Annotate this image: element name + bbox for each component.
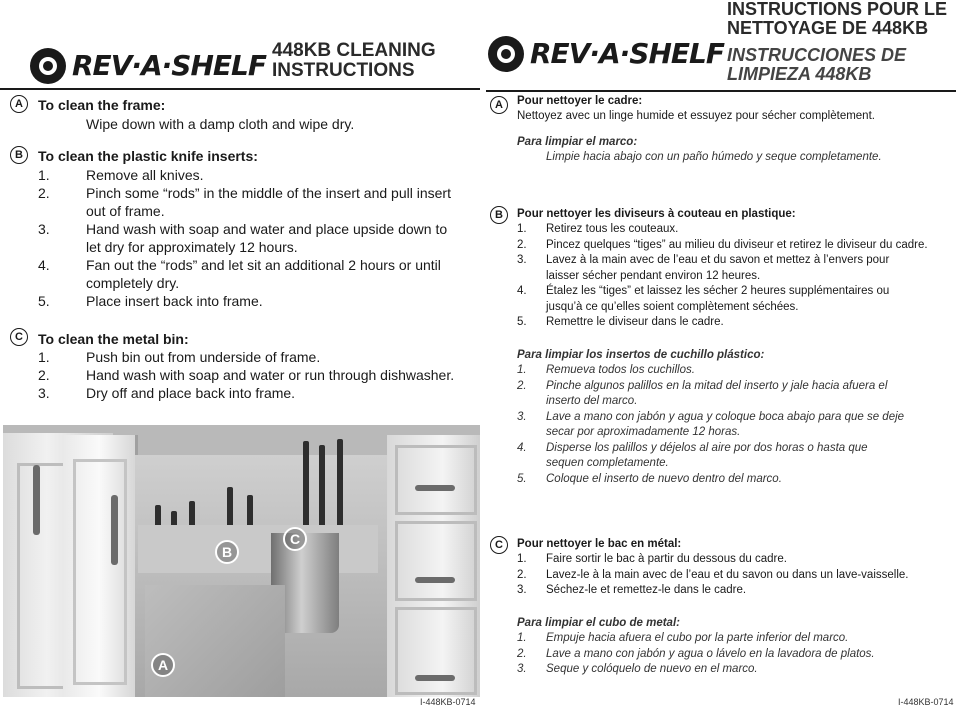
steps-list-c-fr [517,552,957,599]
footer-code-left: I-448KB-0714 [420,697,476,707]
title-line: LIMPIEZA 448KB [727,64,872,84]
step-text: completely dry. [86,275,180,291]
photo-drawer [395,521,477,601]
cabinet-handle-icon [33,465,40,535]
step-number: 3. [38,221,50,237]
section-badge-b: B [490,206,508,224]
step-text: jusqu’à ce qu’elles soient complètement séchées. [546,300,799,313]
drawer-pull-icon [415,485,455,491]
step-text: Empuje hacia afuera el cubo por la parte inferior del marco. [546,632,849,644]
logo-mark-icon [488,36,524,72]
steps-list-b [38,166,478,310]
step-number: 4. [517,285,527,297]
step-text: Étalez les “tiges” et laissez les sécher 2 heures supplémentaires ou [546,285,890,297]
knife-icon [319,445,325,535]
step-text: Hand wash with soap and water and place upside down to [86,221,448,237]
step-number: 1. [38,349,50,365]
section-badge-b: B [10,146,28,164]
step-number: 3. [517,254,527,266]
step-text: inserto del marco. [546,395,638,407]
section-heading-fr: Pour nettoyer le cadre: [517,95,643,107]
step-number: 5. [517,316,527,328]
list-item [517,379,957,410]
door-handle-icon [111,495,118,565]
section-badge-c: C [10,328,28,346]
photo-label-b: B [215,540,239,564]
product-photo [3,425,480,697]
steps-list-c-es [517,631,957,678]
section-badge-a: A [10,95,28,113]
brand-name: REV·A·SHELF [72,49,266,82]
step-number: 3. [38,385,50,401]
title-line: INSTRUCCIONES DE [727,45,907,65]
photo-label-a: A [151,653,175,677]
title-line: INSTRUCTIONS POUR LE [727,0,948,19]
list-item [38,220,478,256]
step-text: Séchez-le et remettez-le dans le cadre. [546,584,747,596]
step-text: Lave a mano con jabón y agua y coloque boca abajo para que se deje [546,410,905,423]
list-item [517,238,957,254]
step-number: 2. [38,185,50,201]
list-item [517,441,957,472]
step-number: 1. [517,632,527,644]
step-number: 2. [517,568,527,581]
brand-name: REV·A·SHELF [530,37,724,70]
step-text: Pinche algunos palillos en la mitad del inserto y jale hacia afuera el [546,379,888,392]
page-title-en [272,41,436,81]
step-number: 4. [38,257,50,273]
list-item [517,662,957,678]
photo-label-c: C [283,527,307,551]
step-text: Dry off and place back into frame. [86,385,296,401]
photo-insert-shelf [138,525,378,573]
step-text: Fan out the “rods” and let sit an additional 2 hours or until [86,257,441,273]
list-item [38,256,478,292]
list-item [38,292,478,310]
photo-drawer [395,607,477,695]
step-text: Pinch some “rods” in the middle of the insert and pull insert [86,185,451,201]
step-number: 4. [517,441,527,454]
step-text: Remettre le diviseur dans le cadre. [546,316,724,328]
steps-list-c [38,348,478,402]
section-heading-es: Para limpiar los insertos de cuchillo plástico: [517,349,765,361]
step-number: 1. [38,167,50,183]
knife-icon [337,439,343,535]
steps-list-b-es [517,363,957,487]
step-number: 3. [517,584,527,596]
title-line: INSTRUCTIONS [272,60,415,81]
photo-cabinet-door [63,435,138,697]
step-text: Hand wash with soap and water or run through dishwasher. [86,367,455,383]
section-heading-es: Para limpiar el cubo de metal: [517,617,680,629]
title-line: NETTOYAGE DE 448KB [727,18,929,38]
logo-mark-icon [30,48,66,84]
photo-frame-board [145,585,285,697]
drawer-pull-icon [415,577,455,583]
step-text: Lave a mano con jabón y agua o lávelo en la lavadora de platos. [546,647,875,660]
list-item [517,363,957,379]
step-number: 1. [517,553,527,565]
list-item [38,166,478,184]
list-item [517,472,957,488]
list-item [38,366,478,384]
step-number: 2. [517,238,527,251]
section-text: Wipe down with a damp cloth and wipe dry. [86,116,355,132]
steps-list-b-fr [517,222,957,331]
footer-code-right: I-448KB-0714 [898,697,954,707]
list-item [38,348,478,366]
step-number: 3. [517,410,527,423]
step-text: Place insert back into frame. [86,293,263,309]
section-heading: To clean the plastic knife inserts: [38,148,258,164]
section-heading: To clean the metal bin: [38,331,189,347]
step-text: Push bin out from underside of frame. [86,349,321,365]
list-item [517,647,957,663]
step-text: let dry for approximately 12 hours. [86,239,298,255]
title-line: 448KB CLEANING [272,40,436,61]
step-text: sequen completamente. [546,457,669,469]
step-number: 2. [517,647,527,660]
list-item [517,410,957,441]
step-text: Faire sortir le bac à partir du dessous du cadre. [546,553,787,565]
step-number: 5. [38,293,50,309]
list-item [517,568,957,584]
drawer-pull-icon [415,675,455,681]
step-text: Lavez à la main avec de l’eau et du savon et mettez à l’envers pour [546,254,890,266]
section-text-es: Limpie hacia abajo con un paño húmedo y seque completamente. [546,151,882,163]
step-text: Lavez-le à la main avec de l’eau et du savon ou dans un lave-vaisselle. [546,568,909,581]
step-text: out of frame. [86,203,165,219]
step-text: Coloque el inserto de nuevo dentro del marco. [546,472,782,485]
list-item [38,384,478,402]
step-text: Remove all knives. [86,167,204,183]
step-number: 5. [517,472,527,485]
section-text-fr: Nettoyez avec un linge humide et essuyez pour sécher complètement. [517,110,875,122]
section-badge-c: C [490,536,508,554]
section-heading-es: Para limpiar el marco: [517,136,638,148]
list-item [517,631,957,647]
step-text: laisser sécher pendant environ 12 heures. [546,269,761,282]
list-item [517,253,957,284]
header-rule-left [0,88,480,90]
photo-drawer [395,445,477,515]
section-badge-a: A [490,96,508,114]
section-heading-fr: Pour nettoyer le bac en métal: [517,538,682,550]
step-text: secar por aproximadamente 12 horas. [546,426,741,438]
step-text: Disperse los palillos y déjelos al aire por dos horas o hasta que [546,441,868,454]
step-text: Retirez tous les couteaux. [546,223,679,235]
page-title-fr [727,0,947,38]
brand-logo-right [488,36,724,72]
header-rule-right [486,90,956,92]
section-heading-fr: Pour nettoyer les diviseurs à couteau en plastique: [517,208,796,220]
step-number: 1. [517,223,527,235]
page-title-es [727,46,906,84]
list-item [517,222,957,238]
step-number: 2. [38,367,50,383]
step-text: Seque y colóquelo de nuevo en el marco. [546,663,758,675]
brand-logo-left [30,48,266,84]
list-item [517,284,957,315]
step-number: 2. [517,379,527,392]
list-item [517,552,957,568]
list-item [517,583,957,599]
step-number: 3. [517,663,527,675]
step-text: Remueva todos los cuchillos. [546,364,695,376]
list-item [38,184,478,220]
step-number: 1. [517,364,527,376]
section-heading: To clean the frame: [38,97,166,113]
list-item [517,315,957,331]
step-text: Pincez quelques “tiges” au milieu du diviseur et retirez le diviseur du cadre. [546,238,928,251]
